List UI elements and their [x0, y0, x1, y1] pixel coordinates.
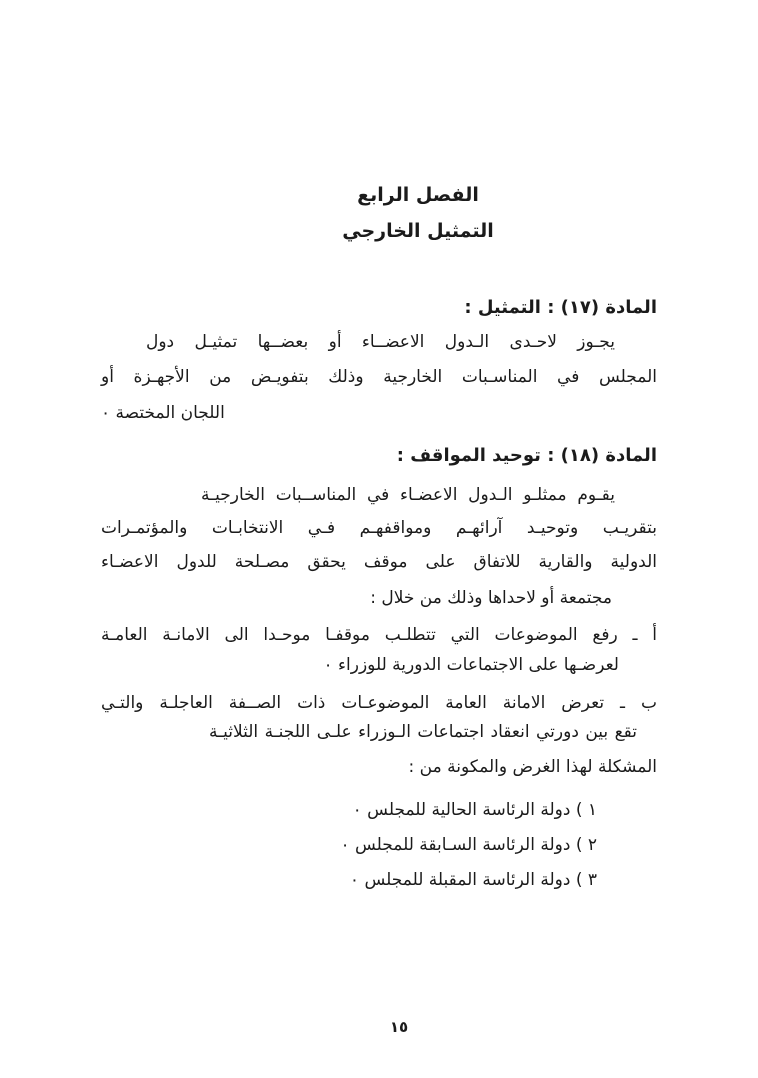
item-a-line-2: لعرضـها على الاجتماعات الدورية للوزراء ٠	[323, 655, 619, 675]
article-17-body-line-3: اللجان المختصة ٠	[101, 403, 225, 423]
list-item-1: ١ ) دولة الرئاسة الحالية للمجلس ٠	[352, 800, 597, 820]
article-17-body-line-1: يجـوز لاحـدى الـدول الاعضــاء أو بعضــها تمثيـل دول	[146, 332, 615, 352]
article-18-body-line-1: يقـوم ممثلـو الـدول الاعضـاء في المناســبات الخارجيـة	[201, 485, 615, 505]
chapter-title: الفصل الرابع	[357, 184, 479, 206]
item-b-line-2: تقع بين دورتي انعقاد اجتماعات الـوزراء علـى اللجنـة الثلاثيـة	[209, 722, 637, 742]
article-17-body-line-2: المجلس في المناسـبات الخارجية وذلك بتفويـض من الأجهـزة أو	[101, 367, 657, 387]
item-a-line-1: أ ـ رفع الموضوعات التي تتطلـب موقفـا موحـدا الى الامانـة العامـة	[101, 625, 657, 645]
chapter-subtitle: التمثيل الخارجي	[342, 220, 494, 242]
chapter-title-block	[78, 186, 758, 241]
article-17-heading: المادة (١٧) : التمثيل :	[464, 297, 657, 318]
article-18-heading: المادة (١٨) : توحيد المواقف :	[396, 445, 657, 466]
article-18-body-line-3: الدولية والقارية للاتفاق على موقف يحقق مصـلحة للدول الاعضـاء	[101, 552, 657, 572]
article-18-body-line-4: مجتمعة أو لاحداها وذلك من خلال :	[370, 588, 612, 608]
article-18-body-line-2: بتقريـب وتوحيـد آرائهـم ومواقفهـم فـي الانتخابـات والمؤتمـرات	[101, 518, 657, 538]
list-item-2: ٢ ) دولة الرئاسة السـابقة للمجلس ٠	[340, 835, 597, 855]
item-b-line-1: ب ـ تعرض الامانة العامة الموضوعـات ذات الصــفة العاجلـة والتـي	[101, 693, 657, 713]
item-b-line-3: المشكلة لهذا الغرض والمكونة من :	[408, 757, 657, 777]
list-item-3: ٣ ) دولة الرئاسة المقبلة للمجلس ٠	[349, 870, 597, 890]
page-number: ١٥	[389, 1018, 409, 1036]
